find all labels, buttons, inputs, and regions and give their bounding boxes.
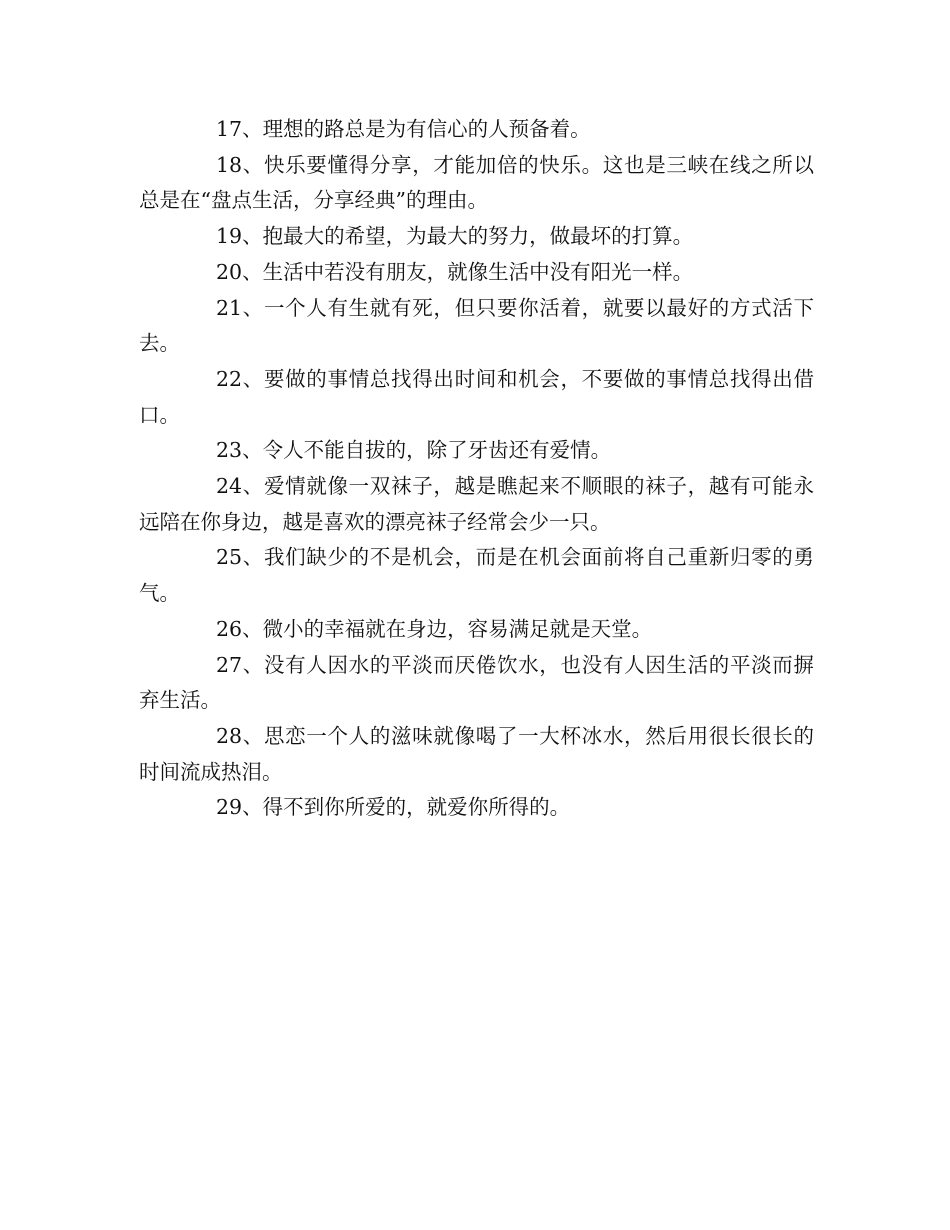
paragraph-27: 27、没有人因水的平淡而厌倦饮水，也没有人因生活的平淡而摒弃生活。 xyxy=(139,652,814,713)
paragraph-18: 18、快乐要懂得分享，才能加倍的快乐。这也是三峡在线之所以总是在“盘点生活，分享经典”的理由。 xyxy=(139,152,814,213)
paragraph-29: 29、得不到你所爱的，就爱你所得的。 xyxy=(216,795,571,820)
paragraph-17: 17、理想的路总是为有信心的人预备着。 xyxy=(216,117,591,141)
paragraph-25: 25、我们缺少的不是机会，而是在机会面前将自己重新归零的勇气。 xyxy=(139,545,814,606)
document-body xyxy=(139,112,814,826)
paragraph-23: 23、令人不能自拔的，除了牙齿还有爱情。 xyxy=(216,438,612,463)
paragraph-21: 21、一个人有生就有死，但只要你活着，就要以最好的方式活下去。 xyxy=(139,295,814,356)
paragraph-20: 20、生活中若没有朋友，就像生活中没有阳光一样。 xyxy=(216,259,694,284)
paragraph-22: 22、要做的事情总找得出时间和机会，不要做的事情总找得出借口。 xyxy=(139,366,814,427)
paragraph-28: 28、思恋一个人的滋味就像喝了一大杯冰水，然后用很长很长的时间流成热泪。 xyxy=(139,723,814,784)
paragraph-24: 24、爱情就像一双袜子，越是瞧起来不顺眼的袜子，越有可能永远陪在你身边，越是喜欢的漂亮袜子经常会少一只。 xyxy=(139,474,814,534)
paragraph-19: 19、抱最大的希望，为最大的努力，做最坏的打算。 xyxy=(216,224,694,249)
paragraph-26: 26、微小的幸福就在身边，容易满足就是天堂。 xyxy=(216,616,653,641)
